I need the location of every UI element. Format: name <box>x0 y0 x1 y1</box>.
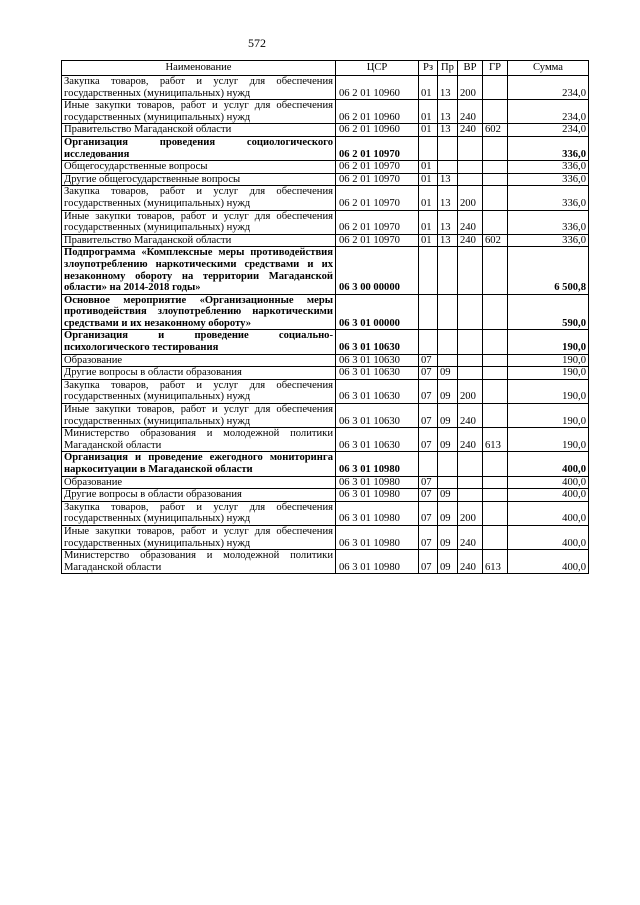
table-row <box>62 210 589 234</box>
cell-vr: 240 <box>458 428 483 452</box>
cell-gr <box>483 186 508 210</box>
cell-vr: 200 <box>458 76 483 100</box>
cell-vr: 240 <box>458 234 483 247</box>
cell-vr <box>458 476 483 489</box>
header-sum: Сумма <box>508 61 589 76</box>
cell-gr <box>483 354 508 367</box>
cell-name: Иные закупки товаров, работ и услуг для обеспечения государственных (муниципальных) нужд <box>62 404 336 428</box>
header-pr: Пр <box>438 61 458 76</box>
cell-sum: 6 500,8 <box>508 247 589 294</box>
cell-name: Закупка товаров, работ и услуг для обеспечения государственных (муниципальных) нужд <box>62 501 336 525</box>
cell-gr <box>483 330 508 354</box>
cell-csr: 06 2 01 10960 <box>336 124 419 137</box>
cell-csr: 06 3 01 10980 <box>336 550 419 574</box>
cell-name: Закупка товаров, работ и услуг для обеспечения государственных (муниципальных) нужд <box>62 76 336 100</box>
cell-pr: 13 <box>438 76 458 100</box>
cell-gr <box>483 452 508 476</box>
cell-rz <box>419 294 438 330</box>
cell-rz: 07 <box>419 367 438 380</box>
table-row <box>62 161 589 174</box>
cell-pr <box>438 476 458 489</box>
header-gr: ГР <box>483 61 508 76</box>
cell-rz: 07 <box>419 489 438 502</box>
cell-vr: 240 <box>458 404 483 428</box>
cell-rz: 01 <box>419 124 438 137</box>
cell-pr: 13 <box>438 100 458 124</box>
cell-gr: 602 <box>483 234 508 247</box>
cell-csr: 06 2 01 10970 <box>336 210 419 234</box>
table-row <box>62 76 589 100</box>
cell-csr: 06 3 01 10980 <box>336 525 419 549</box>
cell-gr <box>483 161 508 174</box>
budget-table <box>61 60 589 574</box>
cell-csr: 06 2 01 10970 <box>336 234 419 247</box>
cell-name: Другие вопросы в области образования <box>62 489 336 502</box>
cell-csr: 06 3 01 10630 <box>336 354 419 367</box>
cell-vr <box>458 161 483 174</box>
cell-vr <box>458 173 483 186</box>
cell-csr: 06 3 01 10980 <box>336 489 419 502</box>
table-row <box>62 234 589 247</box>
cell-rz <box>419 452 438 476</box>
cell-rz: 07 <box>419 354 438 367</box>
cell-rz: 01 <box>419 161 438 174</box>
cell-rz: 01 <box>419 100 438 124</box>
cell-sum: 336,0 <box>508 136 589 160</box>
cell-pr: 09 <box>438 367 458 380</box>
cell-rz: 01 <box>419 76 438 100</box>
header-csr: ЦСР <box>336 61 419 76</box>
table-row <box>62 550 589 574</box>
cell-vr: 240 <box>458 210 483 234</box>
cell-vr <box>458 452 483 476</box>
cell-vr: 200 <box>458 501 483 525</box>
page-number: 572 <box>248 36 266 50</box>
cell-sum: 400,0 <box>508 452 589 476</box>
cell-csr: 06 3 00 00000 <box>336 247 419 294</box>
cell-rz: 01 <box>419 186 438 210</box>
table-row <box>62 379 589 403</box>
cell-vr: 240 <box>458 124 483 137</box>
table-row <box>62 136 589 160</box>
cell-vr: 240 <box>458 100 483 124</box>
table-header <box>62 61 589 76</box>
cell-rz: 01 <box>419 234 438 247</box>
cell-rz: 07 <box>419 476 438 489</box>
cell-name: Иные закупки товаров, работ и услуг для обеспечения государственных (муниципальных) нужд <box>62 525 336 549</box>
table-row <box>62 525 589 549</box>
cell-rz: 07 <box>419 550 438 574</box>
cell-vr <box>458 367 483 380</box>
cell-name: Организация и проведение социально-психологического тестирования <box>62 330 336 354</box>
cell-pr: 09 <box>438 550 458 574</box>
cell-rz <box>419 136 438 160</box>
cell-sum: 336,0 <box>508 186 589 210</box>
cell-rz: 01 <box>419 210 438 234</box>
cell-csr: 06 3 01 10980 <box>336 476 419 489</box>
cell-name: Общегосударственные вопросы <box>62 161 336 174</box>
cell-name: Образование <box>62 476 336 489</box>
cell-pr: 09 <box>438 489 458 502</box>
cell-vr <box>458 489 483 502</box>
cell-name: Организация и проведение ежегодного мониторинга наркоситуации в Магаданской области <box>62 452 336 476</box>
cell-sum: 234,0 <box>508 124 589 137</box>
cell-rz: 07 <box>419 525 438 549</box>
cell-name: Правительство Магаданской области <box>62 124 336 137</box>
cell-pr <box>438 452 458 476</box>
cell-csr: 06 2 01 10970 <box>336 161 419 174</box>
cell-pr <box>438 294 458 330</box>
cell-gr <box>483 501 508 525</box>
table-row <box>62 452 589 476</box>
cell-csr: 06 3 01 10630 <box>336 404 419 428</box>
table-row <box>62 367 589 380</box>
cell-pr: 09 <box>438 501 458 525</box>
cell-name: Подпрограмма «Комплексные меры противодействия злоупотреблению наркотическими средствами и их незаконному обороту на территории Магаданской области» на 2014-2018 годы» <box>62 247 336 294</box>
header-name: Наименование <box>62 61 336 76</box>
cell-vr: 240 <box>458 550 483 574</box>
cell-gr <box>483 210 508 234</box>
cell-sum: 400,0 <box>508 476 589 489</box>
cell-sum: 190,0 <box>508 379 589 403</box>
cell-name: Закупка товаров, работ и услуг для обеспечения государственных (муниципальных) нужд <box>62 186 336 210</box>
cell-pr: 09 <box>438 379 458 403</box>
cell-csr: 06 3 01 10980 <box>336 452 419 476</box>
table-row <box>62 428 589 452</box>
table-row <box>62 404 589 428</box>
cell-gr <box>483 136 508 160</box>
table-row <box>62 124 589 137</box>
cell-sum: 400,0 <box>508 489 589 502</box>
cell-vr: 240 <box>458 525 483 549</box>
cell-vr <box>458 247 483 294</box>
cell-sum: 590,0 <box>508 294 589 330</box>
cell-csr: 06 2 01 10970 <box>336 173 419 186</box>
cell-pr: 09 <box>438 428 458 452</box>
cell-sum: 400,0 <box>508 550 589 574</box>
cell-name: Основное мероприятие «Организационные меры противодействия злоупотреблению наркотическими средствами и их незаконному обороту» <box>62 294 336 330</box>
cell-rz <box>419 247 438 294</box>
cell-gr <box>483 476 508 489</box>
table-row <box>62 186 589 210</box>
cell-pr <box>438 136 458 160</box>
cell-name: Организация проведения социологического исследования <box>62 136 336 160</box>
cell-name: Закупка товаров, работ и услуг для обеспечения государственных (муниципальных) нужд <box>62 379 336 403</box>
cell-sum: 190,0 <box>508 330 589 354</box>
cell-sum: 336,0 <box>508 234 589 247</box>
cell-vr: 200 <box>458 186 483 210</box>
cell-name: Министерство образования и молодежной политики Магаданской области <box>62 550 336 574</box>
cell-pr <box>438 161 458 174</box>
table-row <box>62 173 589 186</box>
cell-pr <box>438 354 458 367</box>
cell-name: Иные закупки товаров, работ и услуг для обеспечения государственных (муниципальных) нужд <box>62 210 336 234</box>
cell-gr: 613 <box>483 550 508 574</box>
cell-gr <box>483 76 508 100</box>
cell-gr <box>483 379 508 403</box>
table-row <box>62 247 589 294</box>
cell-pr: 13 <box>438 234 458 247</box>
cell-sum: 336,0 <box>508 161 589 174</box>
cell-vr: 200 <box>458 379 483 403</box>
cell-sum: 336,0 <box>508 173 589 186</box>
cell-rz: 07 <box>419 379 438 403</box>
cell-rz: 07 <box>419 501 438 525</box>
cell-name: Министерство образования и молодежной политики Магаданской области <box>62 428 336 452</box>
cell-sum: 234,0 <box>508 76 589 100</box>
cell-gr <box>483 294 508 330</box>
table-row <box>62 476 589 489</box>
cell-gr <box>483 525 508 549</box>
cell-gr: 613 <box>483 428 508 452</box>
cell-name: Иные закупки товаров, работ и услуг для обеспечения государственных (муниципальных) нужд <box>62 100 336 124</box>
cell-name: Правительство Магаданской области <box>62 234 336 247</box>
cell-pr: 09 <box>438 404 458 428</box>
cell-rz: 01 <box>419 173 438 186</box>
cell-name: Образование <box>62 354 336 367</box>
cell-vr <box>458 330 483 354</box>
cell-gr <box>483 100 508 124</box>
cell-gr: 602 <box>483 124 508 137</box>
cell-pr <box>438 247 458 294</box>
cell-gr <box>483 404 508 428</box>
cell-csr: 06 3 01 00000 <box>336 294 419 330</box>
cell-rz: 07 <box>419 428 438 452</box>
cell-csr: 06 3 01 10630 <box>336 379 419 403</box>
cell-vr <box>458 294 483 330</box>
cell-sum: 190,0 <box>508 404 589 428</box>
cell-csr: 06 3 01 10630 <box>336 330 419 354</box>
cell-gr <box>483 367 508 380</box>
cell-rz <box>419 330 438 354</box>
cell-vr <box>458 354 483 367</box>
cell-csr: 06 3 01 10630 <box>336 367 419 380</box>
cell-gr <box>483 247 508 294</box>
cell-pr: 09 <box>438 525 458 549</box>
cell-pr <box>438 330 458 354</box>
header-vr: ВР <box>458 61 483 76</box>
cell-pr: 13 <box>438 186 458 210</box>
cell-name: Другие общегосударственные вопросы <box>62 173 336 186</box>
table-row <box>62 354 589 367</box>
cell-sum: 400,0 <box>508 525 589 549</box>
cell-sum: 190,0 <box>508 428 589 452</box>
cell-csr: 06 2 01 10970 <box>336 136 419 160</box>
cell-pr: 13 <box>438 210 458 234</box>
cell-gr <box>483 173 508 186</box>
cell-sum: 336,0 <box>508 210 589 234</box>
cell-csr: 06 2 01 10960 <box>336 100 419 124</box>
cell-pr: 13 <box>438 124 458 137</box>
cell-csr: 06 3 01 10630 <box>336 428 419 452</box>
cell-csr: 06 3 01 10980 <box>336 501 419 525</box>
table-row <box>62 489 589 502</box>
table-row <box>62 100 589 124</box>
cell-pr: 13 <box>438 173 458 186</box>
cell-name: Другие вопросы в области образования <box>62 367 336 380</box>
cell-gr <box>483 489 508 502</box>
cell-sum: 190,0 <box>508 367 589 380</box>
table-row <box>62 501 589 525</box>
header-rz: Рз <box>419 61 438 76</box>
table-row <box>62 330 589 354</box>
cell-sum: 190,0 <box>508 354 589 367</box>
cell-sum: 400,0 <box>508 501 589 525</box>
cell-csr: 06 2 01 10970 <box>336 186 419 210</box>
cell-vr <box>458 136 483 160</box>
cell-csr: 06 2 01 10960 <box>336 76 419 100</box>
table-row <box>62 294 589 330</box>
cell-sum: 234,0 <box>508 100 589 124</box>
cell-rz: 07 <box>419 404 438 428</box>
